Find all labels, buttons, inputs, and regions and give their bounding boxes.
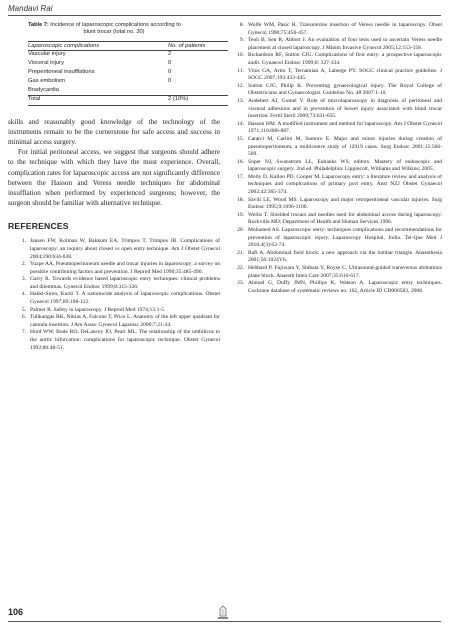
reference-text: Tulikangas RK, Niklas A, Falcone T, Price L. Anatomy of the left upper quadrant for cannula insertion. J Am Assoc Gynecol Laparosc 2000;7:21-24. [30, 314, 220, 328]
reference-number: 15. [237, 135, 244, 142]
reference-item [230, 22, 442, 37]
reference-item [8, 291, 220, 306]
reference-number: 8. [239, 22, 244, 28]
reference-item [8, 261, 220, 276]
body-text [8, 117, 220, 209]
reference-item [230, 68, 442, 83]
reference-item [230, 159, 442, 174]
reference-item [230, 197, 442, 212]
reference-number: 19. [237, 211, 244, 218]
reference-number: 5. [21, 306, 26, 313]
table-cell-value: 0 [168, 60, 172, 67]
table-caption-text-2: blunt trocar (total no. 30) [83, 29, 145, 36]
reference-number: 2. [21, 261, 26, 268]
reference-number: 1. [21, 238, 26, 245]
table-row [28, 50, 228, 59]
reference-text: Wellis T. Shielded trocars and needles used for abdominal access during laparoscopy. Rockville MD; Department of Health and Human Services 1996. [248, 211, 442, 226]
table-row [28, 86, 228, 95]
reference-item [230, 280, 442, 295]
reference-item [230, 83, 442, 98]
reference-text: Garry R. Towards evidence based laparoscopic entry techniques: clinical problems and dilemmas. Gynecol Endosc 1999;8:315-326. [30, 276, 220, 290]
reference-number: 22. [237, 265, 244, 271]
reference-item [230, 265, 442, 280]
reference-text: Mohamed AS. Laparoscopic entry: techniques complications and recommendations for prevention of laparoscopic injury. Laparoscopy Hospital, India. Tel-Que Med J 2010;4(3):62-74. [248, 227, 442, 249]
table-cell-label: Gas embolism [28, 77, 66, 84]
reference-number: 23. [237, 280, 244, 287]
reference-number: 18. [237, 196, 244, 203]
table-cell-label: Total [28, 95, 168, 105]
table-header-complications: Laparoscopic complications [28, 41, 168, 50]
reference-number: 12. [237, 82, 244, 89]
running-head-author: Mandavi Rai [8, 4, 53, 13]
table-row [28, 77, 228, 86]
reference-text: Richardson RF, Sutton CJG. Complications of first entry: a prospective laparoscopic audit. Gynaecol Endosc 1999;8: 327-334. [248, 52, 442, 66]
paragraph: For initial peritoneal access, we suggest that surgeons should adhere to the technique with which they have the most experience. Overall, complication rates for laparoscopic access are not significantly difference between the Hasson and Veress needle techniques for abdominal insufflation when performed by experienced surgeons; however, the surgeon should be familiar with alternative technique. [8, 148, 220, 208]
table-row-total [28, 95, 228, 105]
reference-text: Teoh B, Sen R, Abbott J. An evaluation of four tests used to ascertain Veress needle placement at closed laparoscopy. J Minim Invasive Gynecol 2005;12:153-158. [248, 37, 442, 51]
reference-item [8, 314, 220, 329]
table-cell-label: Vascular injury [28, 51, 66, 58]
reference-item [230, 98, 442, 121]
reference-item [230, 121, 442, 136]
reference-text: Audebert AJ, Gomel V. Role of microlaparoscopy in diagnosis of peritoneal and visceral adhesions and in prevention of bowel injury associated with blind trocar insertion. Fertil Steril 2000;73:631-635. [248, 97, 442, 120]
reference-item [8, 276, 220, 291]
table-caption-text: Incidence of laparoscopic complications according to [50, 22, 181, 28]
table-cell-value: 2 (10%) [168, 95, 228, 105]
reference-number: 11. [237, 67, 244, 74]
table-cell-value [168, 86, 228, 95]
reference-text: Palmer R. Safety in laparoscopy. J Reprod Med 1974;13:1-5. [30, 306, 166, 313]
reference-text: Sutton CJG, Philip K. Preventing gynaecological injury. The Royal College of Obstetricians and Gynaecologist. Guideline No. 48 2007:1-10. [248, 82, 442, 97]
reference-number: 17. [237, 173, 244, 180]
reference-number: 16. [237, 158, 244, 165]
reference-text: Rafi A. Abdominal field block: a new approach via the lumbar triangle. Anaesthesia 2001;56:1024Y6. [248, 249, 442, 264]
publisher-logo-icon [216, 605, 230, 620]
reference-text: Hebbard P, Fujiwara Y, Shibata Y, Royse C. Ultrasound-guided transversus abdominis plane block. Anaesth Inten Care 2007;35:616-617. [248, 265, 442, 279]
references-heading: REFERENCES [8, 221, 69, 232]
reference-item [230, 227, 442, 250]
reference-item [230, 250, 442, 265]
reference-text: Catarci M, Carlini M, Santoro E. Major and minor injuries during creation of pneumoperitoneum, a multicentre study of 12919 cases. Surg Endosc 2001;15:566-569. [248, 135, 442, 158]
left-column [8, 22, 220, 352]
reference-text: Soper NJ, Swanstrom LL, Eubanks WS, editors. Mastery of endoscopic and laparoscopic surgery. 2nd ed. Philadelphia: Lippincott, Williams and Wilkins; 2005. [248, 158, 442, 173]
reference-item [8, 238, 220, 261]
right-column [230, 22, 442, 295]
header-rule [8, 15, 441, 16]
reference-number: 20. [237, 227, 244, 234]
reference-number: 14. [237, 120, 244, 127]
reference-text: Yuzpe AA. Pneumoperitoneum needle and trocar injuries in laparoscopy: a survey on possible contributing factors and prevention. J Reprod Med 1990;35:485-490. [30, 261, 220, 275]
reference-item [230, 136, 442, 159]
reference-text: Molly D, Kalloo PD, Cooper M. Laparoscopy entry: a literature review and analysis of techniques and complications of primary port entry. Aust NZJ Obstet Gynaecol 2002;42:365-374. [248, 173, 442, 196]
reference-number: 4. [21, 291, 26, 298]
reference-text: Wolfe WM, Pasic R. Transuterine insertion of Veress needle in laparoscopy. Obset Gynecol 1990;75:456-457. [248, 22, 442, 36]
reference-item [230, 37, 442, 52]
reference-number: 21. [237, 249, 244, 256]
table-cell-value: 0 [168, 68, 172, 75]
reference-text: Hasson HM. A modified instrument and method for laparoscopy. Am J Obstet Gynecol 1971;110:886-887. [248, 120, 442, 135]
table-cell-label: Visceral injury [28, 60, 64, 67]
table-header-patients: No. of patients [168, 41, 228, 50]
reference-number: 10. [237, 52, 244, 59]
reference-number: 6. [21, 314, 26, 321]
reference-text: Hurd WW, Bude RO, DeLancey JO, Pearl ML. The relationship of the umbilicus to the aortic bifurcation: complications for laparoscopic technique. Obstet Gynecol 1992;80:48-51. [30, 329, 220, 351]
table-cell-value: 2 [168, 51, 172, 58]
reference-number: 9. [239, 37, 244, 44]
reference-list-right [230, 22, 442, 295]
table-caption-label: Table 7: [28, 22, 49, 28]
reference-list-left [8, 238, 220, 352]
table-cell-value: 0 [168, 77, 172, 84]
table-caption [28, 22, 220, 37]
reference-text: Ahmad G, Duffy JMN, Phillips K, Watson A. Laparoscopic entry techniques. Cochrane database of systematic reviews no. 162, Article ID CD006583, 2008. [248, 280, 442, 294]
reference-item [230, 52, 442, 67]
reference-item [230, 174, 442, 197]
reference-item [230, 212, 442, 227]
reference-text: Jansen FW, Kolman W, Bakkum EA, Trimpos T, Trimpos JB. Complications of laparoscopy: an inquiry about closed vs open entry technique. Am J Obstet Gynecol 2004;190:634-638. [30, 238, 220, 260]
table-cell-label: Bradycardia [28, 86, 59, 93]
reference-number: 13. [237, 97, 244, 104]
complications-table [28, 41, 228, 106]
table-row [28, 68, 228, 77]
table-cell-label: Preperitoneal insufflations [28, 68, 95, 75]
footer-rule [8, 621, 441, 622]
reference-text: Vilos GA, Artin T, Ternamian A, Laberge PY. SOGC clinical practice guideline. J SOGC 2007;193:433-445. [248, 67, 442, 82]
reference-text: Hakki-Siren, Kurki T. A nationwide analysis of laparoscopic complications. Obstet Gynecol 1997;89:108-112. [30, 291, 220, 306]
reference-number: 7. [21, 329, 26, 336]
reference-text: Savill LE, Wood MS. Laparoscopy and major retroperitoneal vascular injuries. Surg Endosc 1995;9:1096-1100. [248, 196, 442, 211]
table-row [28, 60, 228, 69]
reference-number: 3. [21, 276, 26, 283]
page-number: 106 [8, 607, 24, 617]
paragraph: skills and reasonably good knowledge of the technology of the instruments remain to be the cornerstone for safe access and success in minimal access surgery. [8, 117, 220, 146]
reference-item [8, 329, 220, 352]
